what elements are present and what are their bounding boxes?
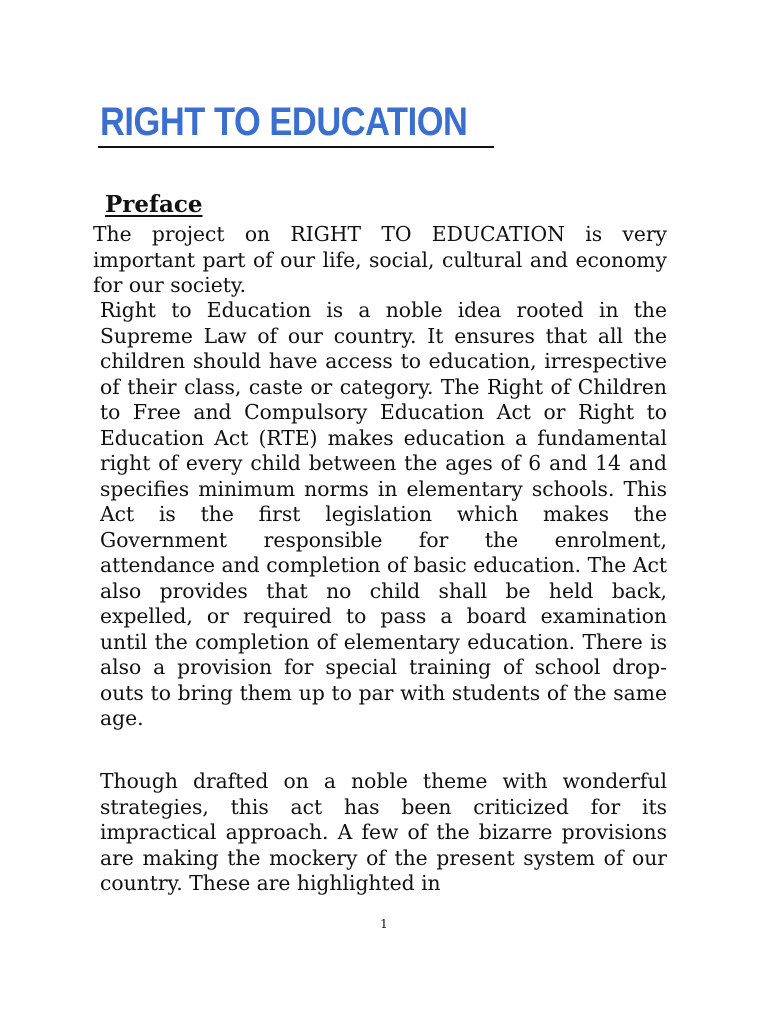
document-title: RIGHT TO EDUCATION (100, 100, 468, 144)
paragraph-1: The project on RIGHT TO EDUCATION is very important part of our life, social, cultural and economy for our society. (93, 222, 667, 297)
title-underline-rule (98, 146, 494, 148)
paragraph-3: Though drafted on a noble theme with wonderful strategies, this act has been criticized for its impractical approach. A few of the bizarre provisions are making the mockery of the present system of our country. These are highlighted in (100, 769, 667, 895)
paragraph-2: Right to Education is a noble idea rooted in the Supreme Law of our country. It ensures that all the children should have access to education, irrespective of their class, caste or category. The Right of Children to Free and Compulsory Education Act or Right to Education Act (RTE) makes education a fundamental right of every child between the ages of 6 and 14 and specifies minimum norms in elementary schools. This Act is the first legislation which makes the Government responsible for the enrolment, attendance and completion of basic education. The Act also provides that no child shall be held back, expelled, or required to pass a board examination until the completion of elementary education. There is also a provision for special training of school drop-outs to bring them up to par with students of the same age. (100, 298, 667, 730)
section-heading-preface: Preface (105, 191, 203, 218)
page-number: 1 (380, 917, 388, 931)
